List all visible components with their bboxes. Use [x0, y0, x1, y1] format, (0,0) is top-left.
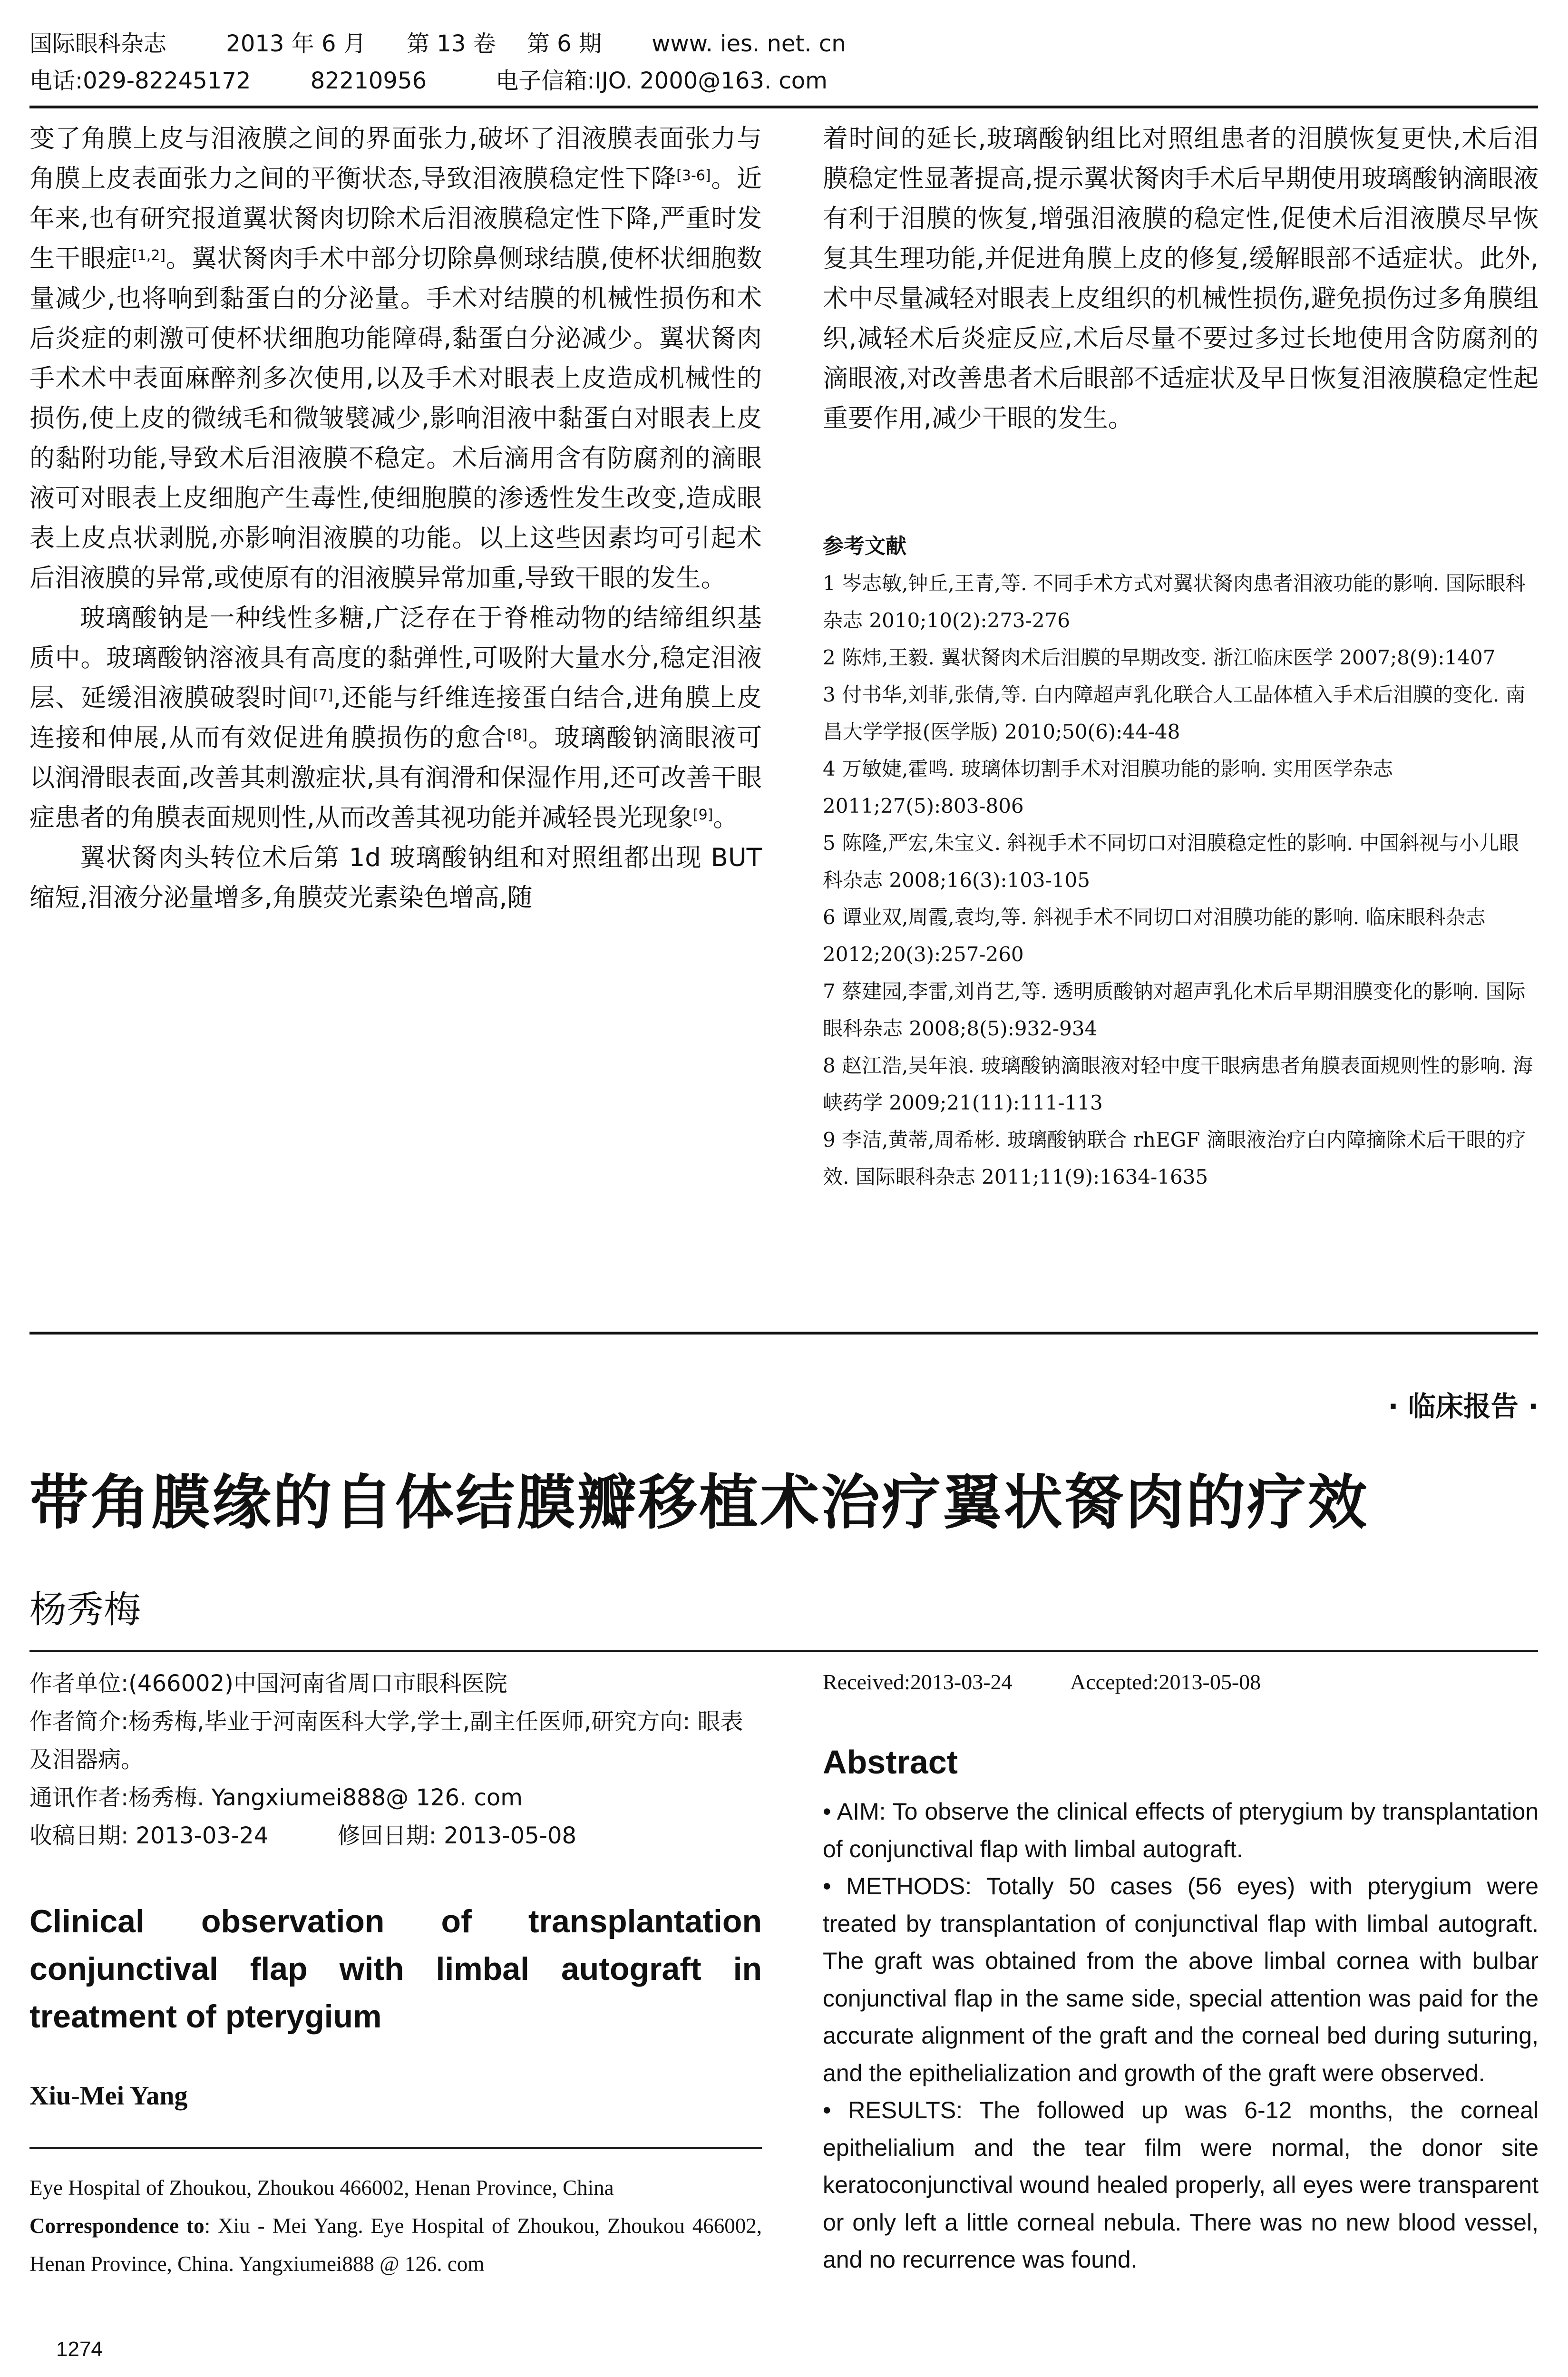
abstract-body	[823, 1793, 1539, 2279]
journal-email: 电子信箱:IJO. 2000@163. com	[496, 68, 828, 94]
article-meta	[29, 1665, 762, 1855]
header-rule	[29, 106, 1538, 108]
journal-header	[29, 29, 846, 58]
received-accepted	[823, 1669, 1261, 1695]
reference-item: 5 陈隆,严宏,朱宝义. 斜视手术不同切口对泪膜稳定性的影响. 中国斜视与小儿眼科杂志 2008;16(3):103-105	[823, 831, 1519, 892]
journal-contact	[29, 67, 828, 95]
dates	[29, 1817, 762, 1855]
article-author: 杨秀梅	[29, 1588, 141, 1631]
received-date: 收稿日期: 2013-03-24	[29, 1822, 269, 1849]
page-number: 1274	[56, 2338, 103, 2361]
body-paragraph: 变了角膜上皮与泪液膜之间的界面张力,破坏了泪液膜表面张力与角膜上皮表面张力之间的平衡状态,导致泪液膜稳定性下降[3-6]。近年来,也有研究报道翼状胬肉切除术后泪液膜稳定性下降,严重时发生干眼症[1,2]。翼状胬肉手术中部分切除鼻侧球结膜,使杯状细胞数量减少,也将响到黏蛋白的分泌量。手术对结膜的机械性损伤和术后炎症的刺激可使杯状细胞功能障碍,黏蛋白分泌减少。翼状胬肉手术术中表面麻醉剂多次使用,以及手术对眼表上皮造成机械性的损伤,使上皮的微绒毛和微皱襞减少,影响泪液中黏蛋白对眼表上皮的黏附功能,导致术后泪液膜不稳定。术后滴用含有防腐剂的滴眼液可对眼表上皮细胞产生毒性,使细胞膜的渗透性发生改变,造成眼表上皮点状剥脱,亦影响泪液膜的功能。以上这些因素均可引起术后泪液膜的异常,或使原有的泪液膜异常加重,导致干眼的发生。	[29, 124, 762, 593]
reference-item: 7 蔡建园,李雷,刘肖艺,等. 透明质酸钠对超声乳化术后早期泪膜变化的影响. 国际眼科杂志 2008;8(5):932-934	[823, 980, 1526, 1040]
article-title: 带角膜缘的自体结膜瓣移植术治疗翼状胬肉的疗效	[29, 1469, 1369, 1537]
reference-item: 4 万敏婕,霍鸣. 玻璃体切割手术对泪膜功能的影响. 实用医学杂志 2011;27(5):803-806	[823, 757, 1393, 818]
correspondence: Correspondence to: Xiu - Mei Yang. Eye Hospital of Zhoukou, Zhoukou 466002, Henan Province, China. Yangxiumei888 @ 126. com	[29, 2214, 762, 2276]
reference-item: 2 陈炜,王毅. 翼状胬肉术后泪膜的早期改变. 浙江临床医学 2007;8(9):1407	[823, 646, 1496, 669]
volume: 第 13 卷	[407, 30, 496, 57]
received-en: Received:2013-03-24	[823, 1670, 1013, 1694]
body-paragraph: 翼状胬肉头转位术后第 1d 玻璃酸钠组和对照组都出现 BUT 缩短,泪液分泌量增多,角膜荧光素染色增高,随	[29, 843, 762, 912]
right-column	[823, 119, 1539, 438]
journal-website: www. ies. net. cn	[652, 30, 846, 57]
abstract-methods: • METHODS: Totally 50 cases (56 eyes) with pterygium were treated by transplantation of conjunctival flap with limbal autograft. The graft was obtained from the above limbal cornea with bulbar conjunctival flap in the same side, special attention was paid for the accurate alignment of the graft and the corneal bed during suturing, and the epithelialization and growth of the graft were observed.	[823, 1873, 1539, 2086]
body-paragraph: 着时间的延长,玻璃酸钠组比对照组患者的泪膜恢复更快,术后泪膜稳定性显著提高,提示翼状胬肉手术后早期使用玻璃酸钠滴眼液有利于泪膜的恢复,增强泪液膜的稳定性,促使术后泪液膜尽早恢复其生理功能,并促进角膜上皮的修复,缓解眼部不适症状。此外,术中尽量减轻对眼表上皮组织的机械性损伤,避免损伤过多角膜组织,减轻术后炎症反应,术后尽量不要过多过长地使用含防腐剂的滴眼液,对改善患者术后眼部不适症状及早日恢复泪液膜稳定性起重要作用,减少干眼的发生。	[823, 124, 1539, 433]
revised-date: 修回日期: 2013-05-08	[337, 1822, 577, 1849]
issue-date: 2013 年 6 月	[226, 30, 366, 57]
reference-item: 8 赵江浩,吴年浪. 玻璃酸钠滴眼液对轻中度干眼病患者角膜表面规则性的影响. 海峡药学 2009;21(11):111-113	[823, 1054, 1533, 1114]
journal-phone-2: 82210956	[310, 68, 427, 94]
body-paragraph: 玻璃酸钠是一种线性多糖,广泛存在于脊椎动物的结缔组织基质中。玻璃酸钠溶液具有高度的黏弹性,可吸附大量水分,稳定泪液层、延缓泪液膜破裂时间[7],还能与纤维连接蛋白结合,进角膜上皮连接和伸展,从而有效促进角膜损伤的愈合[8]。玻璃酸钠滴眼液可以润滑眼表面,改善其刺激症状,具有润滑和保湿作用,还可改善干眼症患者的角膜表面规则性,从而改善其视功能并减轻畏光现象[9]。	[29, 604, 762, 832]
affiliation: Eye Hospital of Zhoukou, Zhoukou 466002, Henan Province, China	[29, 2176, 614, 2200]
section-tag: · 临床报告 ·	[1388, 1390, 1539, 1422]
journal-phone: 电话:029-82245172	[29, 68, 251, 94]
affiliation-block	[29, 2169, 762, 2283]
affiliation-rule	[29, 2147, 762, 2149]
references-title: 参考文献	[823, 534, 906, 558]
author-unit: 作者单位:(466002)中国河南省周口市眼科医院	[29, 1670, 507, 1697]
article-divider	[29, 1332, 1538, 1335]
references	[823, 528, 1539, 1196]
reference-item: 9 李洁,黄蒂,周希彬. 玻璃酸钠联合 rhEGF 滴眼液治疗白内障摘除术后干眼的疗效. 国际眼科杂志 2011;11(9):1634-1635	[823, 1128, 1526, 1188]
reference-item: 6 谭业双,周霞,袁均,等. 斜视手术不同切口对泪膜功能的影响. 临床眼科杂志 2012;20(3):257-260	[823, 906, 1486, 966]
abstract-results: • RESULTS: The followed up was 6-12 months, the corneal epithelialium and the tear film were normal, the donor site keratoconjunctival wound healed properly, all eyes were transparent or only left a little corneal nebula. There was no new blood vessel, and no recurrence was found.	[823, 2097, 1539, 2273]
abstract-heading: Abstract	[823, 1744, 958, 1781]
title-rule	[29, 1650, 1538, 1652]
reference-item: 1 岑志敏,钟丘,王青,等. 不同手术方式对翼状胬肉患者泪液功能的影响. 国际眼科杂志 2010;10(2):273-276	[823, 572, 1526, 632]
reference-item: 3 付书华,刘菲,张倩,等. 白内障超声乳化联合人工晶体植入手术后泪膜的变化. 南昌大学学报(医学版) 2010;50(6):44-48	[823, 683, 1526, 743]
english-title: Clinical observation of transplantation conjunctival flap with limbal autograft in treatment of pterygium	[29, 1903, 762, 2035]
left-column	[29, 119, 762, 918]
english-author: Xiu-Mei Yang	[29, 2081, 188, 2111]
corresponding-author: 通讯作者:杨秀梅. Yangxiumei888@ 126. com	[29, 1784, 523, 1811]
journal-name: 国际眼科杂志	[29, 30, 167, 57]
abstract-aim: • AIM: To observe the clinical effects of pterygium by transplantation of conjunctival flap with limbal autograft.	[823, 1798, 1539, 1862]
issue: 第 6 期	[526, 30, 602, 57]
author-bio: 作者简介:杨秀梅,毕业于河南医科大学,学士,副主任医师,研究方向: 眼表及泪器病。	[29, 1708, 743, 1773]
accepted-en: Accepted:2013-05-08	[1070, 1670, 1261, 1694]
